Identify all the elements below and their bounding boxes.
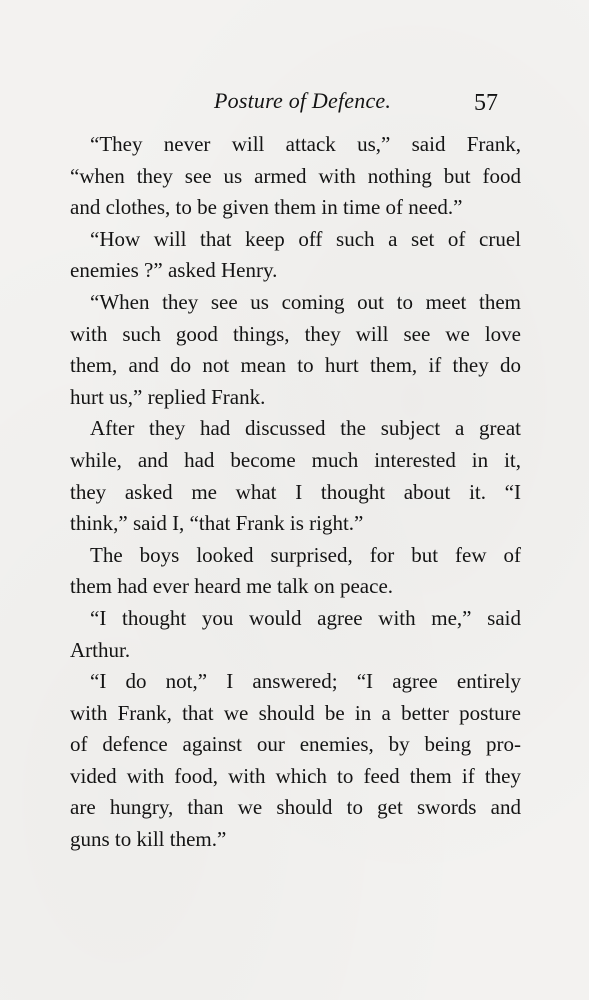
text-line: and clothes, to be given them in time of need.” [70, 195, 463, 220]
text-line: vided with food, with which to feed them if they [70, 763, 521, 788]
text-line: they asked me what I thought about it. “I [70, 479, 521, 504]
text-line: “When they see us coming out to meet them [90, 289, 521, 314]
paragraph-3 [70, 287, 521, 413]
text-line: guns to kill them.” [70, 827, 227, 852]
text-line: enemies ?” asked Henry. [70, 258, 278, 283]
text-line: After they had discussed the subject a great [90, 416, 521, 441]
text-line: are hungry, than we should to get swords and [70, 795, 521, 820]
text-line: The boys looked surprised, for but few of [90, 542, 521, 567]
text-line: of defence against our enemies, by being pro- [70, 732, 521, 757]
text-line: “I thought you would agree with me,” said [90, 605, 521, 630]
text-line: “How will that keep off such a set of cruel [90, 226, 521, 251]
text-line: them had ever heard me talk on peace. [70, 574, 394, 599]
running-head [0, 88, 589, 124]
text-line: “when they see us armed with nothing but food [70, 163, 521, 188]
text-line: think,” said I, “that Frank is right.” [70, 511, 364, 536]
paragraph-7 [70, 666, 521, 856]
text-line: hurt us,” replied Frank. [70, 384, 266, 409]
running-title: Posture of Defence. [214, 88, 392, 113]
text-line: while, and had become much interested in it, [70, 447, 521, 472]
text-line: with Frank, that we should be in a better posture [70, 700, 521, 725]
paragraph-4 [70, 413, 521, 539]
text-line: with such good things, they will see we love [70, 321, 521, 346]
page-number: 57 [474, 90, 498, 116]
text-line: “They never will attack us,” said Frank, [90, 132, 521, 156]
paragraph-6 [70, 603, 521, 666]
paragraph-1 [70, 129, 521, 224]
text-line: Arthur. [70, 637, 131, 662]
text-line: them, and do not mean to hurt them, if they do [70, 353, 521, 378]
body-text [70, 129, 521, 856]
paragraph-5 [70, 540, 521, 603]
paragraph-2 [70, 224, 521, 287]
text-line: “I do not,” I answered; “I agree entirely [90, 669, 521, 694]
